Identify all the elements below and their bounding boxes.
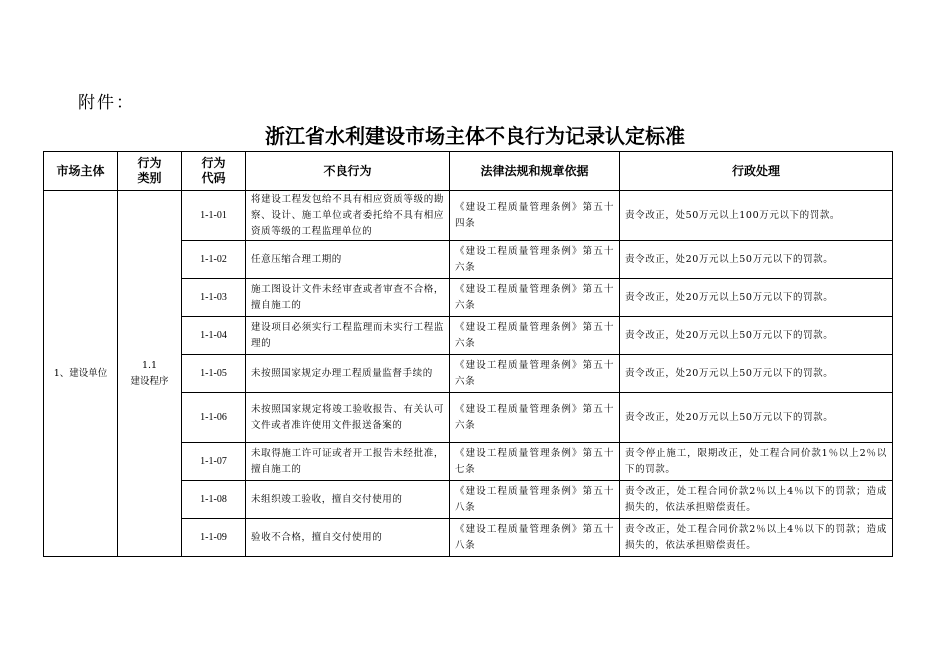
legal-basis-cell: 《建设工程质量管理条例》第五十四条	[450, 191, 620, 241]
legal-basis-cell: 《建设工程质量管理条例》第五十六条	[450, 241, 620, 279]
bad-behavior-cell: 将建设工程发包给不具有相应资质等级的勘察、设计、施工单位或者委托给不具有相应资质等级的工程监理单位的	[246, 191, 450, 241]
administrative-penalty-cell: 责令改正，处工程合同价款2％以上4％以下的罚款；造成损失的，依法承担赔偿责任。	[620, 481, 893, 519]
administrative-penalty-cell: 责令改正，处20万元以上50万元以下的罚款。	[620, 355, 893, 393]
header-bad-behavior: 不良行为	[246, 152, 450, 191]
bad-behavior-cell: 未取得施工许可证或者开工报告未经批准，擅自施工的	[246, 443, 450, 481]
header-legal-basis: 法律法规和规章依据	[450, 152, 620, 191]
behavior-code-cell: 1-1-09	[182, 519, 246, 557]
behavior-category-cell: 1.1 建设程序	[118, 191, 182, 557]
administrative-penalty-cell: 责令改正，处20万元以上50万元以下的罚款。	[620, 241, 893, 279]
administrative-penalty-cell: 责令停止施工，限期改正，处工程合同价款1％以上2％以下的罚款。	[620, 443, 893, 481]
behavior-code-cell: 1-1-05	[182, 355, 246, 393]
bad-behavior-cell: 建设项目必须实行工程监理而未实行工程监理的	[246, 317, 450, 355]
legal-basis-cell: 《建设工程质量管理条例》第五十八条	[450, 481, 620, 519]
behavior-code-cell: 1-1-01	[182, 191, 246, 241]
legal-basis-cell: 《建设工程质量管理条例》第五十八条	[450, 519, 620, 557]
bad-behavior-cell: 未按照国家规定办理工程质量监督手续的	[246, 355, 450, 393]
header-behavior-category	[118, 152, 182, 191]
behavior-code-cell: 1-1-04	[182, 317, 246, 355]
legal-basis-cell: 《建设工程质量管理条例》第五十六条	[450, 393, 620, 443]
table-header-row	[44, 152, 893, 191]
behavior-code-cell: 1-1-03	[182, 279, 246, 317]
behavior-code-cell: 1-1-07	[182, 443, 246, 481]
header-behavior-code	[182, 152, 246, 191]
page-title: 浙江省水利建设市场主体不良行为记录认定标准	[265, 124, 685, 148]
behavior-code-cell: 1-1-02	[182, 241, 246, 279]
attachment-label: 附件：	[78, 93, 135, 113]
standards-table	[43, 151, 893, 557]
bad-behavior-cell: 验收不合格，擅自交付使用的	[246, 519, 450, 557]
header-behavior-category-text: 行为 类别	[137, 156, 162, 185]
behavior-code-cell: 1-1-06	[182, 393, 246, 443]
header-behavior-code-text: 行为 代码	[201, 156, 226, 185]
administrative-penalty-cell: 责令改正，处20万元以上50万元以下的罚款。	[620, 279, 893, 317]
legal-basis-cell: 《建设工程质量管理条例》第五十七条	[450, 443, 620, 481]
legal-basis-cell: 《建设工程质量管理条例》第五十六条	[450, 317, 620, 355]
administrative-penalty-cell: 责令改正，处20万元以上50万元以下的罚款。	[620, 317, 893, 355]
behavior-code-cell: 1-1-08	[182, 481, 246, 519]
bad-behavior-cell: 任意压缩合理工期的	[246, 241, 450, 279]
table-row	[44, 191, 893, 241]
bad-behavior-cell: 未按照国家规定将竣工验收报告、有关认可文件或者准许使用文件报送备案的	[246, 393, 450, 443]
bad-behavior-cell: 未组织竣工验收，擅自交付使用的	[246, 481, 450, 519]
bad-behavior-cell: 施工图设计文件未经审查或者审查不合格，擅自施工的	[246, 279, 450, 317]
header-administrative-penalty: 行政处理	[620, 152, 893, 191]
header-market-subject: 市场主体	[44, 152, 118, 191]
market-subject-cell: 1、建设单位	[44, 191, 118, 557]
administrative-penalty-cell: 责令改正，处50万元以上100万元以下的罚款。	[620, 191, 893, 241]
legal-basis-cell: 《建设工程质量管理条例》第五十六条	[450, 355, 620, 393]
legal-basis-cell: 《建设工程质量管理条例》第五十六条	[450, 279, 620, 317]
administrative-penalty-cell: 责令改正，处20万元以上50万元以下的罚款。	[620, 393, 893, 443]
administrative-penalty-cell: 责令改正，处工程合同价款2％以上4％以下的罚款；造成损失的，依法承担赔偿责任。	[620, 519, 893, 557]
